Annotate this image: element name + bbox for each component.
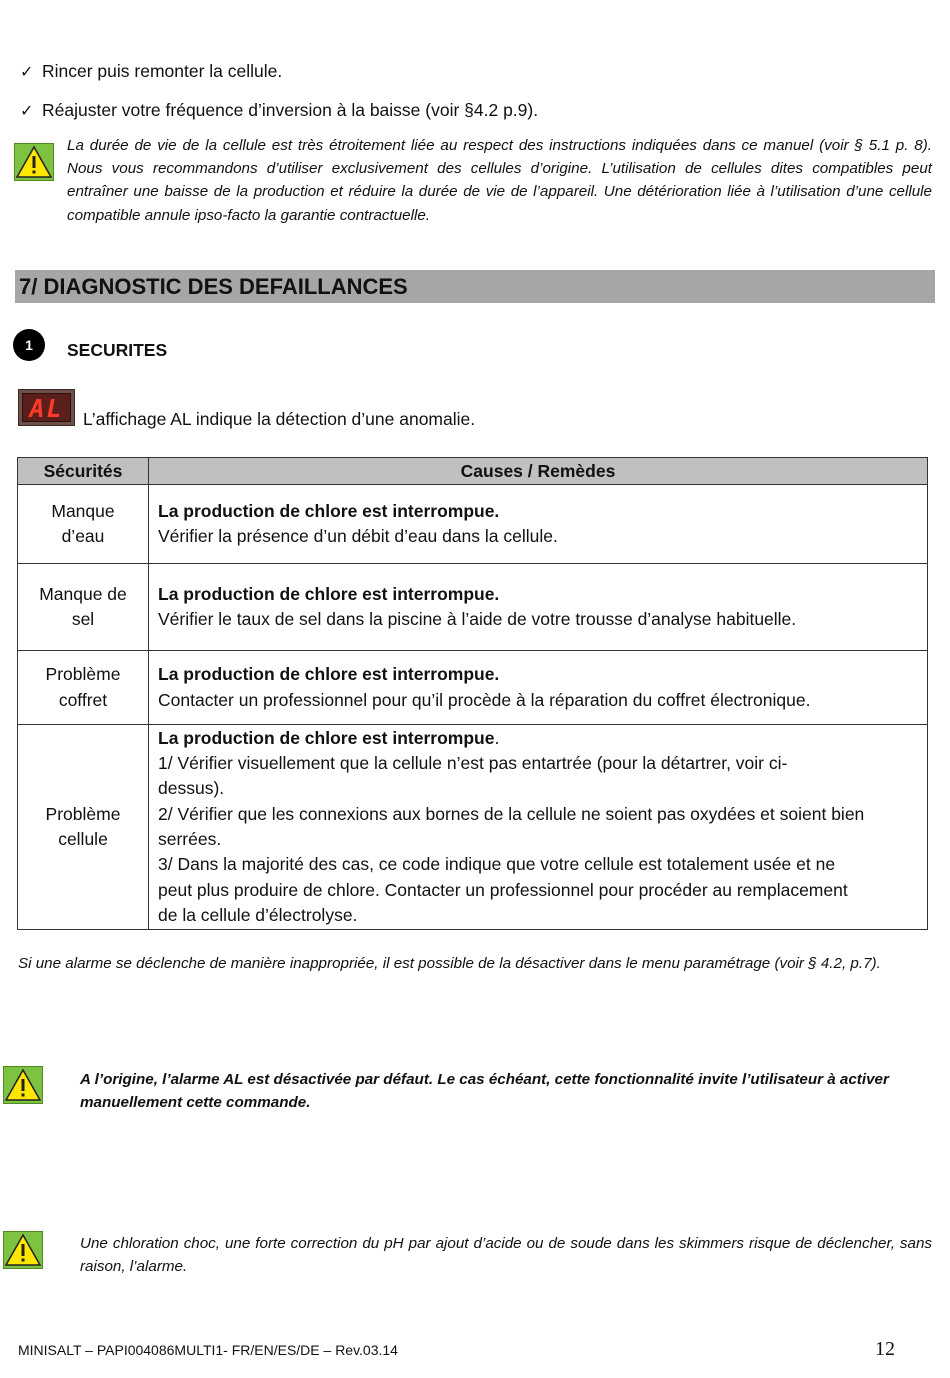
security-cell <box>18 725 149 930</box>
remedy-line: Vérifier le taux de sel dans la piscine à l’aide de votre trousse d’analyse habituelle. <box>158 609 797 629</box>
cause-bold: La production de chlore est interrompue. <box>158 500 500 521</box>
remedy-line: Vérifier la présence d’un débit d’eau dans la cellule. <box>158 526 558 546</box>
warning-cell-lifetime: La durée de vie de la cellule est très étroitement liée au respect des instructions indiquées dans ce manuel (voir § 5.1 p. 8). Nous vous recommandons d’utiliser exclusivement des cellules d’origine. L’utilisation de cellules dites compatibles peut entraîner une baisse de la production et réduire la durée de vie de l’appareil. Une détérioration liée à l’utilisation d’une cellule compatible annule ipso-facto la garantie contractuelle. <box>67 137 932 224</box>
table-header-row <box>18 458 928 485</box>
security-line: Problème <box>45 664 121 685</box>
checkmark-icon: ✓ <box>20 101 34 120</box>
security-line: Manque de <box>39 583 127 604</box>
remedy-line: peut plus produire de chlore. Contacter un professionnel pour procéder au remplacement <box>158 879 848 900</box>
cause-bold: La production de chlore est interrompue. <box>158 664 500 685</box>
remedy-line: 3/ Dans la majorité des cas, ce code indique que votre cellule est totalement usée et ne <box>158 854 836 875</box>
security-line: d’eau <box>61 526 105 546</box>
cause-suffix: . <box>494 727 500 748</box>
remedy-line: dessus). <box>158 778 225 799</box>
section-title: 7/ DIAGNOSTIC DES DEFAILLANCES <box>19 274 408 299</box>
security-cell <box>18 651 149 725</box>
warning-icon <box>14 143 54 181</box>
lcd-display-code: AL <box>29 394 64 423</box>
warning-icon <box>3 1066 43 1104</box>
footer-doc-reference: MINISALT – PAPI004086MULTI1- FR/EN/ES/DE – Rev.03.14 <box>18 1342 398 1358</box>
cause-bold: La production de chlore est interrompue. <box>158 583 500 604</box>
security-line: cellule <box>58 829 108 849</box>
subsection-title: SECURITES <box>67 340 168 360</box>
remedy-line: 2/ Vérifier que les connexions aux bornes de la cellule ne soient pas oxydées et soient bien <box>158 803 865 824</box>
table-row <box>18 725 928 930</box>
cause-cell <box>149 651 928 725</box>
warning-shock-chlorination: Une chloration choc, une forte correction du pH par ajout d’acide ou de soude dans les skimmers risque de déclencher, sans raison, l’alarme. <box>80 1235 932 1276</box>
page-number: 12 <box>875 1338 895 1360</box>
warning-icon <box>3 1231 43 1269</box>
cause-cell <box>149 564 928 651</box>
checkmark-icon: ✓ <box>20 62 34 81</box>
diagnostic-table <box>17 457 928 930</box>
section-header-bar <box>15 270 935 303</box>
cause-bold: La production de chlore est interrompue <box>158 727 495 748</box>
header-causes: Causes / Remèdes <box>149 458 928 485</box>
table-row <box>18 485 928 564</box>
remedy-line: 1/ Vérifier visuellement que la cellule n’est pas entartrée (pour la détartrer, voir ci- <box>158 753 788 774</box>
lcd-display-image <box>18 389 75 426</box>
remedy-line: serrées. <box>158 829 222 849</box>
cause-cell <box>149 725 928 930</box>
bullet-text: Réajuster votre fréquence d’inversion à la baisse (voir §4.2 p.9). <box>42 100 539 120</box>
bullet-text: Rincer puis remonter la cellule. <box>42 61 283 81</box>
warning-alarm-default: A l’origine, l’alarme AL est désactivée par défaut. Le cas échéant, cette fonctionnalité invite l’utilisateur à activer manuellement cette commande. <box>80 1071 889 1112</box>
bullet-frequency <box>20 99 538 122</box>
security-line: Manque <box>51 500 115 521</box>
security-cell <box>18 485 149 564</box>
subsection-number-badge: 1 <box>13 329 45 361</box>
table-row <box>18 564 928 651</box>
security-line: coffret <box>58 689 108 710</box>
security-line: Problème <box>45 803 121 824</box>
cause-cell <box>149 485 928 564</box>
security-line: sel <box>71 609 95 629</box>
remedy-line: de la cellule d’électrolyse. <box>158 904 358 925</box>
security-cell <box>18 564 149 651</box>
remedy-line: Contacter un professionnel pour qu’il procède à la réparation du coffret électronique. <box>158 689 811 710</box>
alarm-note: Si une alarme se déclenche de manière inappropriée, il est possible de la désactiver dans le menu paramétrage (voir § 4.2, p.7). <box>18 955 881 972</box>
header-securities: Sécurités <box>18 458 149 485</box>
bullet-rinse <box>20 60 282 83</box>
table-row <box>18 651 928 725</box>
display-description: L’affichage AL indique la détection d’une anomalie. <box>83 409 476 429</box>
